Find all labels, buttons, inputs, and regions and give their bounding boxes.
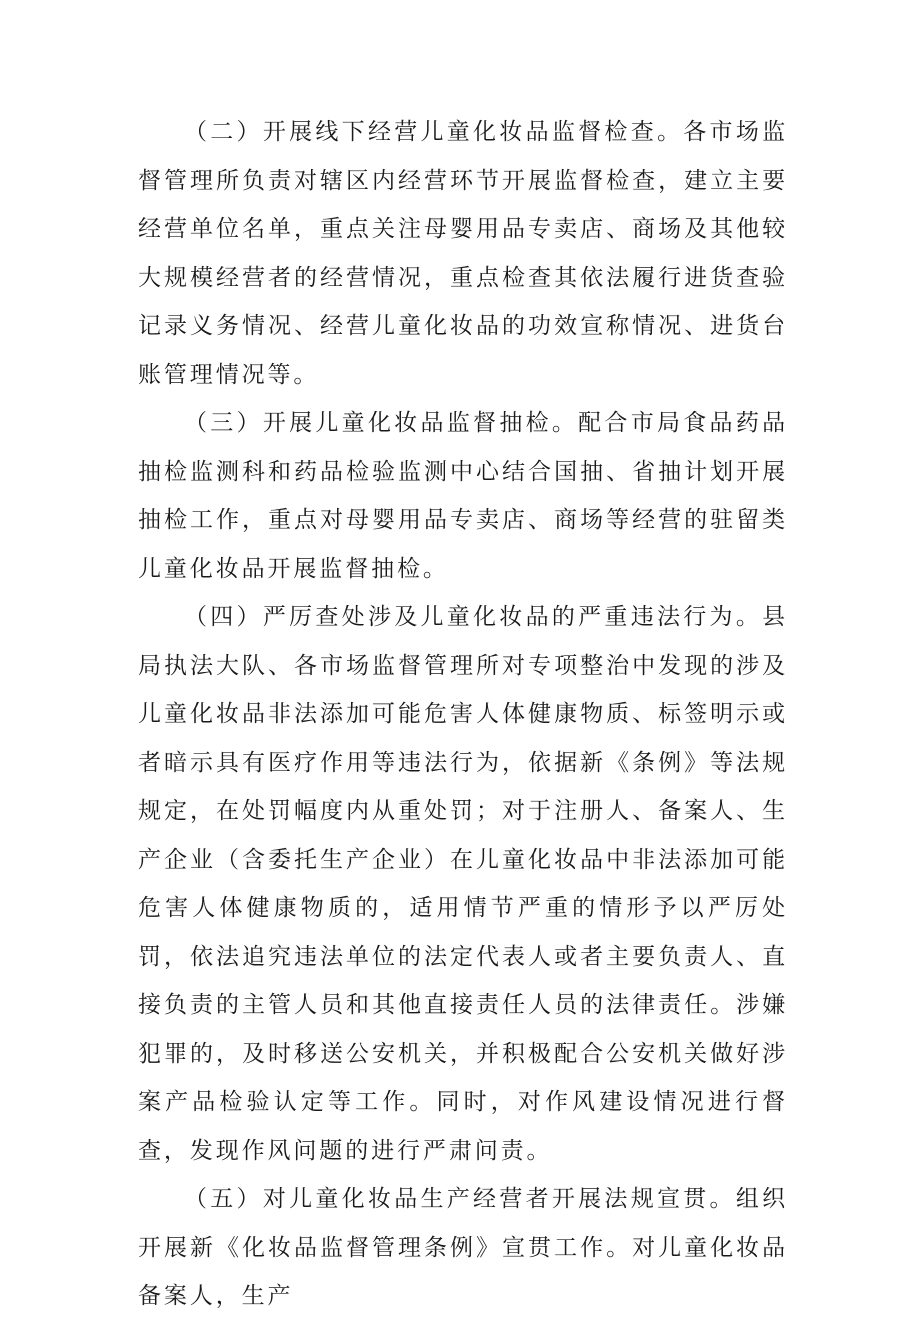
paragraph-2-offline-inspection: （二）开展线下经营儿童化妆品监督检查。各市场监督管理所负责对辖区内经营环节开展监督检查，建立主要经营单位名单，重点关注母婴用品专卖店、商场及其他较大规模经营者的经营情况，重点检查其依法履行进货查验记录义务情况、经营儿童化妆品的功效宣称情况、进货台账管理情况等。 — [138, 119, 788, 388]
paragraph-5-regulation-publicity: （五）对儿童化妆品生产经营者开展法规宣贯。组织开展新《化妆品监督管理条例》宣贯工作。对儿童化妆品备案人，生产 — [138, 1186, 788, 1309]
document-body — [138, 108, 788, 1321]
paragraph-4-violation-enforcement: （四）严厉查处涉及儿童化妆品的严重违法行为。县局执法大队、各市场监督管理所对专项整治中发现的涉及儿童化妆品非法添加可能危害人体健康物质、标签明示或者暗示具有医疗作用等违法行为，依据新《条例》等法规规定，在处罚幅度内从重处罚；对于注册人、备案人、生产企业（含委托生产企业）在儿童化妆品中非法添加可能危害人体健康物质的，适用情节严重的情形予以严厉处罚，依法追究违法单位的法定代表人或者主要负责人、直接负责的主管人员和其他直接责任人员的法律责任。涉嫌犯罪的，及时移送公安机关，并积极配合公安机关做好涉案产品检验认定等工作。同时，对作风建设情况进行督查，发现作风问题的进行严肃问责。 — [138, 604, 788, 1164]
paragraph-3-sampling-inspection: （三）开展儿童化妆品监督抽检。配合市局食品药品抽检监测科和药品检验监测中心结合国抽、省抽计划开展抽检工作，重点对母婴用品专卖店、商场等经营的驻留类儿童化妆品开展监督抽检。 — [138, 410, 788, 582]
